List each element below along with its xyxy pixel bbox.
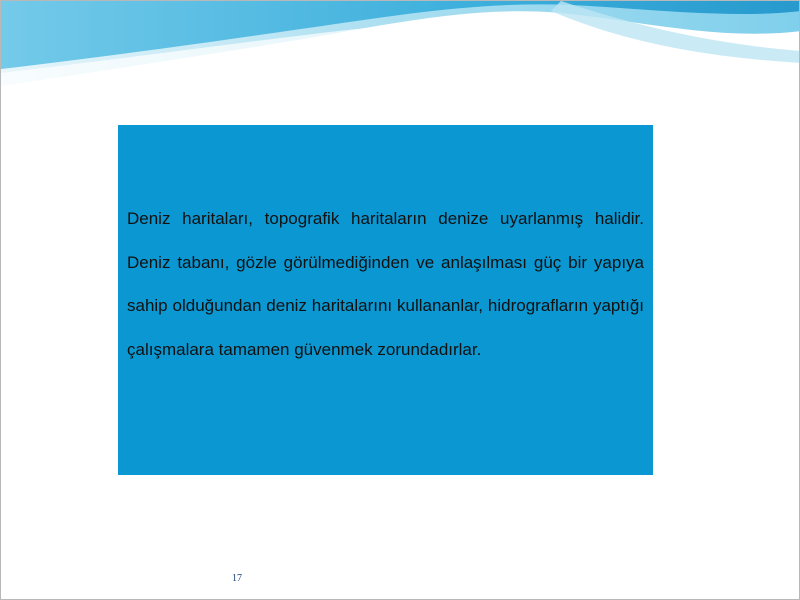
content-box bbox=[118, 125, 653, 475]
slide-number: 17 bbox=[232, 573, 242, 584]
wave-header-decoration bbox=[1, 1, 800, 101]
body-text: Deniz haritaları, topografik haritaların denize uyarlanmış halidir. Deniz tabanı, gözle görülmediğinden ve anlaşılması güç bir yapıya sahip olduğundan deniz haritalarını kullananlar, hidrografların yaptığı çalışmalara tamamen güvenmek zorundadırlar. bbox=[127, 209, 644, 359]
